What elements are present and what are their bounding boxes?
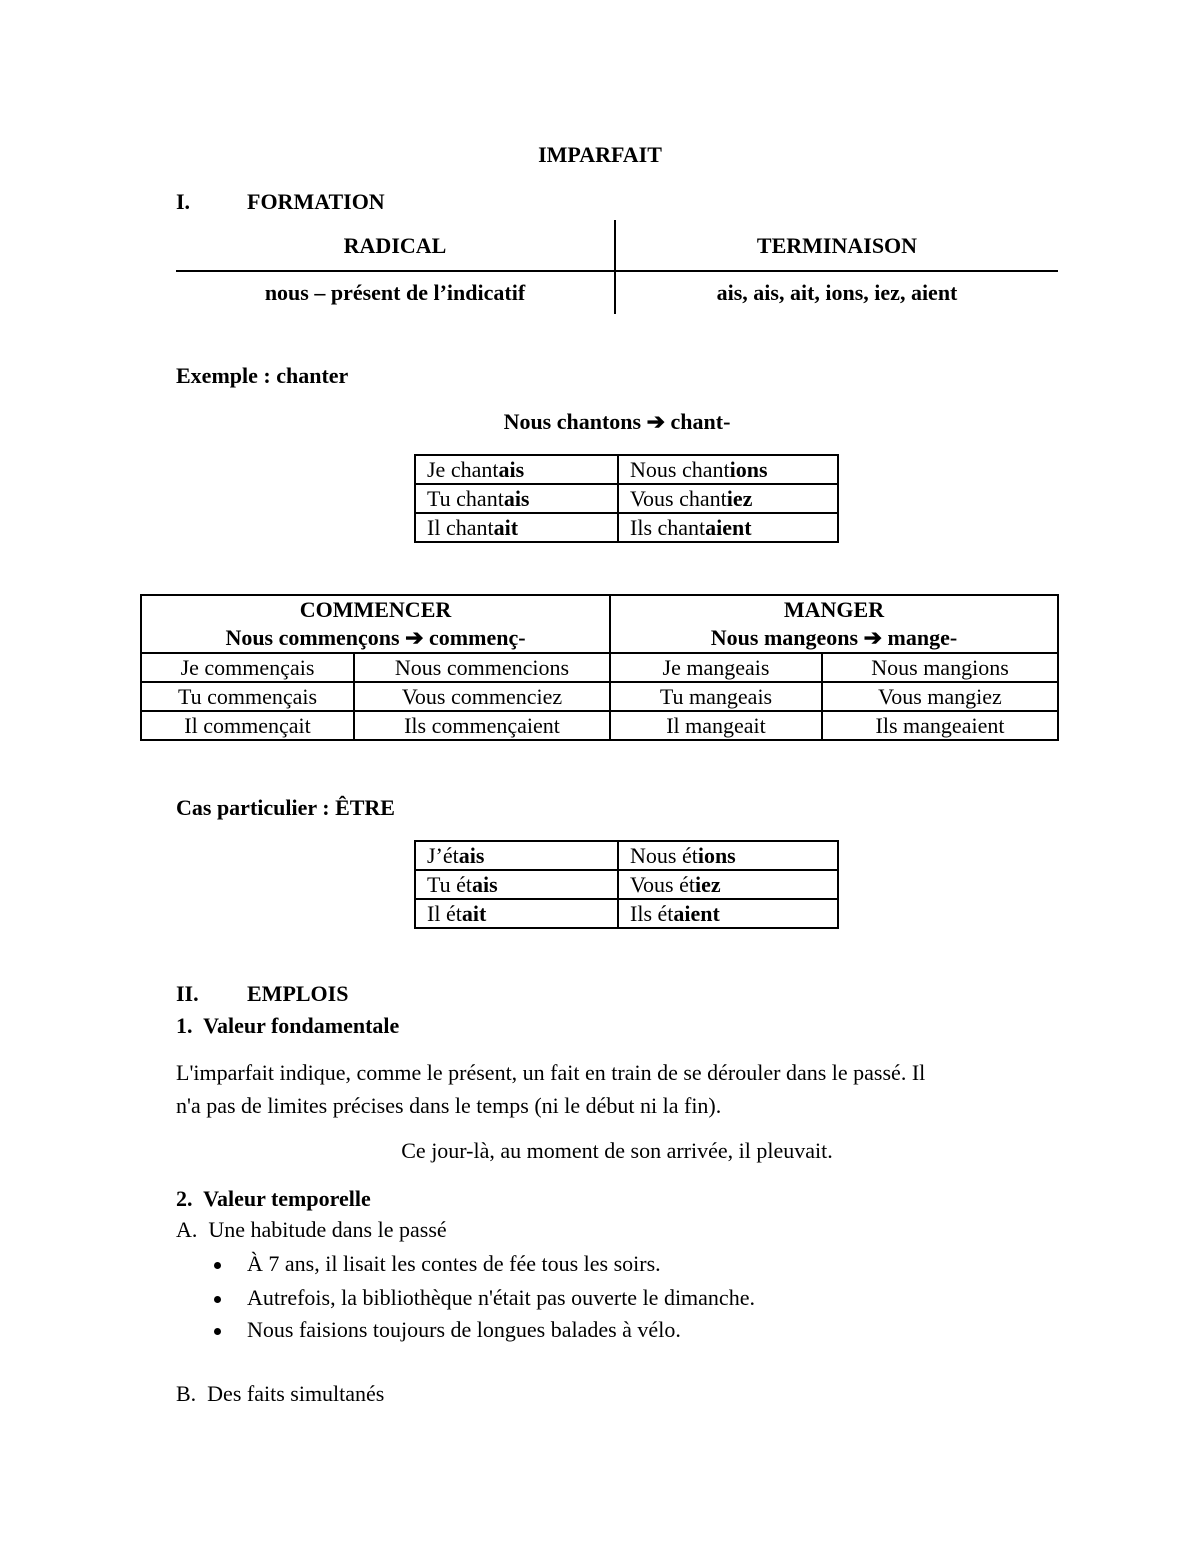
derivation-right: chant- bbox=[670, 409, 731, 434]
manger-header: MANGER Nous mangeons ➔ mange- bbox=[610, 595, 1058, 653]
conj-cell: Il commençait bbox=[141, 711, 354, 740]
etre-label: Cas particulier : ÊTRE bbox=[176, 795, 395, 820]
formation-divider-horizontal bbox=[176, 270, 1058, 272]
derivation-left: Nous chantons bbox=[503, 409, 642, 434]
formation-header-terminaison: TERMINAISON bbox=[756, 233, 918, 258]
irregular-verbs-table bbox=[140, 594, 1059, 741]
list-item: À 7 ans, il lisait les contes de fée tous les soirs. bbox=[247, 1251, 661, 1276]
table-row bbox=[141, 653, 1058, 682]
section-2-number: II. bbox=[176, 981, 199, 1006]
conj-cell: Tu étais bbox=[415, 870, 618, 899]
value1-heading: 1. Valeur fondamentale bbox=[176, 1013, 400, 1038]
section-2-heading: EMPLOIS bbox=[247, 981, 349, 1006]
conj-cell: Je mangeais bbox=[610, 653, 822, 682]
formation-header-radical: RADICAL bbox=[343, 233, 447, 258]
section-1-heading: FORMATION bbox=[247, 189, 385, 214]
table-row bbox=[141, 711, 1058, 740]
conj-cell: Je chantais bbox=[415, 455, 618, 484]
section-1-number: I. bbox=[176, 189, 191, 214]
conj-cell: Je commençais bbox=[141, 653, 354, 682]
example-derivation bbox=[0, 409, 1200, 435]
conj-cell: Ils commençaient bbox=[354, 711, 610, 740]
value1-example: Ce jour-là, au moment de son arrivée, il pleuvait. bbox=[401, 1138, 833, 1163]
conj-cell: Ils chantaient bbox=[618, 513, 838, 542]
table-row bbox=[415, 841, 838, 870]
conj-cell: Il était bbox=[415, 899, 618, 928]
conj-cell: Tu chantais bbox=[415, 484, 618, 513]
list-item: Nous faisions toujours de longues balades à vélo. bbox=[247, 1317, 681, 1342]
page-title: IMPARFAIT bbox=[538, 142, 662, 167]
formation-value-terminaison: ais, ais, ait, ions, iez, aient bbox=[716, 280, 958, 305]
bullet-icon bbox=[214, 1328, 221, 1335]
conj-cell: Ils étaient bbox=[618, 899, 838, 928]
bullet-icon bbox=[214, 1296, 221, 1303]
value2-b-label: B. Des faits simultanés bbox=[176, 1381, 385, 1406]
conj-cell: Il chantait bbox=[415, 513, 618, 542]
conj-cell: Vous chantiez bbox=[618, 484, 838, 513]
table-row bbox=[141, 682, 1058, 711]
value1-paragraph-line2: n'a pas de limites précises dans le temps (ni le début ni la fin). bbox=[176, 1093, 722, 1118]
conj-cell: Nous étions bbox=[618, 841, 838, 870]
conj-cell: Il mangeait bbox=[610, 711, 822, 740]
example-label: Exemple : chanter bbox=[176, 363, 349, 388]
list-item: Autrefois, la bibliothèque n'était pas ouverte le dimanche. bbox=[247, 1285, 755, 1310]
conj-cell: Tu commençais bbox=[141, 682, 354, 711]
conj-cell: Tu mangeais bbox=[610, 682, 822, 711]
commencer-header: COMMENCER Nous commençons ➔ commenç- bbox=[141, 595, 610, 653]
conj-cell: Vous commenciez bbox=[354, 682, 610, 711]
value2-heading: 2. Valeur temporelle bbox=[176, 1186, 371, 1211]
chanter-conjugation-table bbox=[414, 454, 839, 543]
conj-cell: Vous mangiez bbox=[822, 682, 1058, 711]
table-row bbox=[415, 484, 838, 513]
conj-cell: Ils mangeaient bbox=[822, 711, 1058, 740]
conj-cell: J’étais bbox=[415, 841, 618, 870]
arrow-icon: ➔ bbox=[863, 625, 883, 650]
table-header-row bbox=[141, 595, 1058, 653]
table-row bbox=[415, 899, 838, 928]
conj-cell: Nous mangions bbox=[822, 653, 1058, 682]
bullet-icon bbox=[214, 1262, 221, 1269]
formation-value-radical: nous – présent de l’indicatif bbox=[264, 280, 526, 305]
conj-cell: Nous chantions bbox=[618, 455, 838, 484]
etre-conjugation-table bbox=[414, 840, 839, 929]
value1-paragraph-line1: L'imparfait indique, comme le présent, un fait en train de se dérouler dans le passé. Il bbox=[176, 1060, 926, 1085]
table-row bbox=[415, 455, 838, 484]
table-row bbox=[415, 513, 838, 542]
table-row bbox=[415, 870, 838, 899]
value2-a-label: A. Une habitude dans le passé bbox=[176, 1217, 447, 1242]
conj-cell: Nous commencions bbox=[354, 653, 610, 682]
arrow-icon: ➔ bbox=[646, 409, 666, 434]
conj-cell: Vous étiez bbox=[618, 870, 838, 899]
arrow-icon: ➔ bbox=[405, 625, 424, 650]
